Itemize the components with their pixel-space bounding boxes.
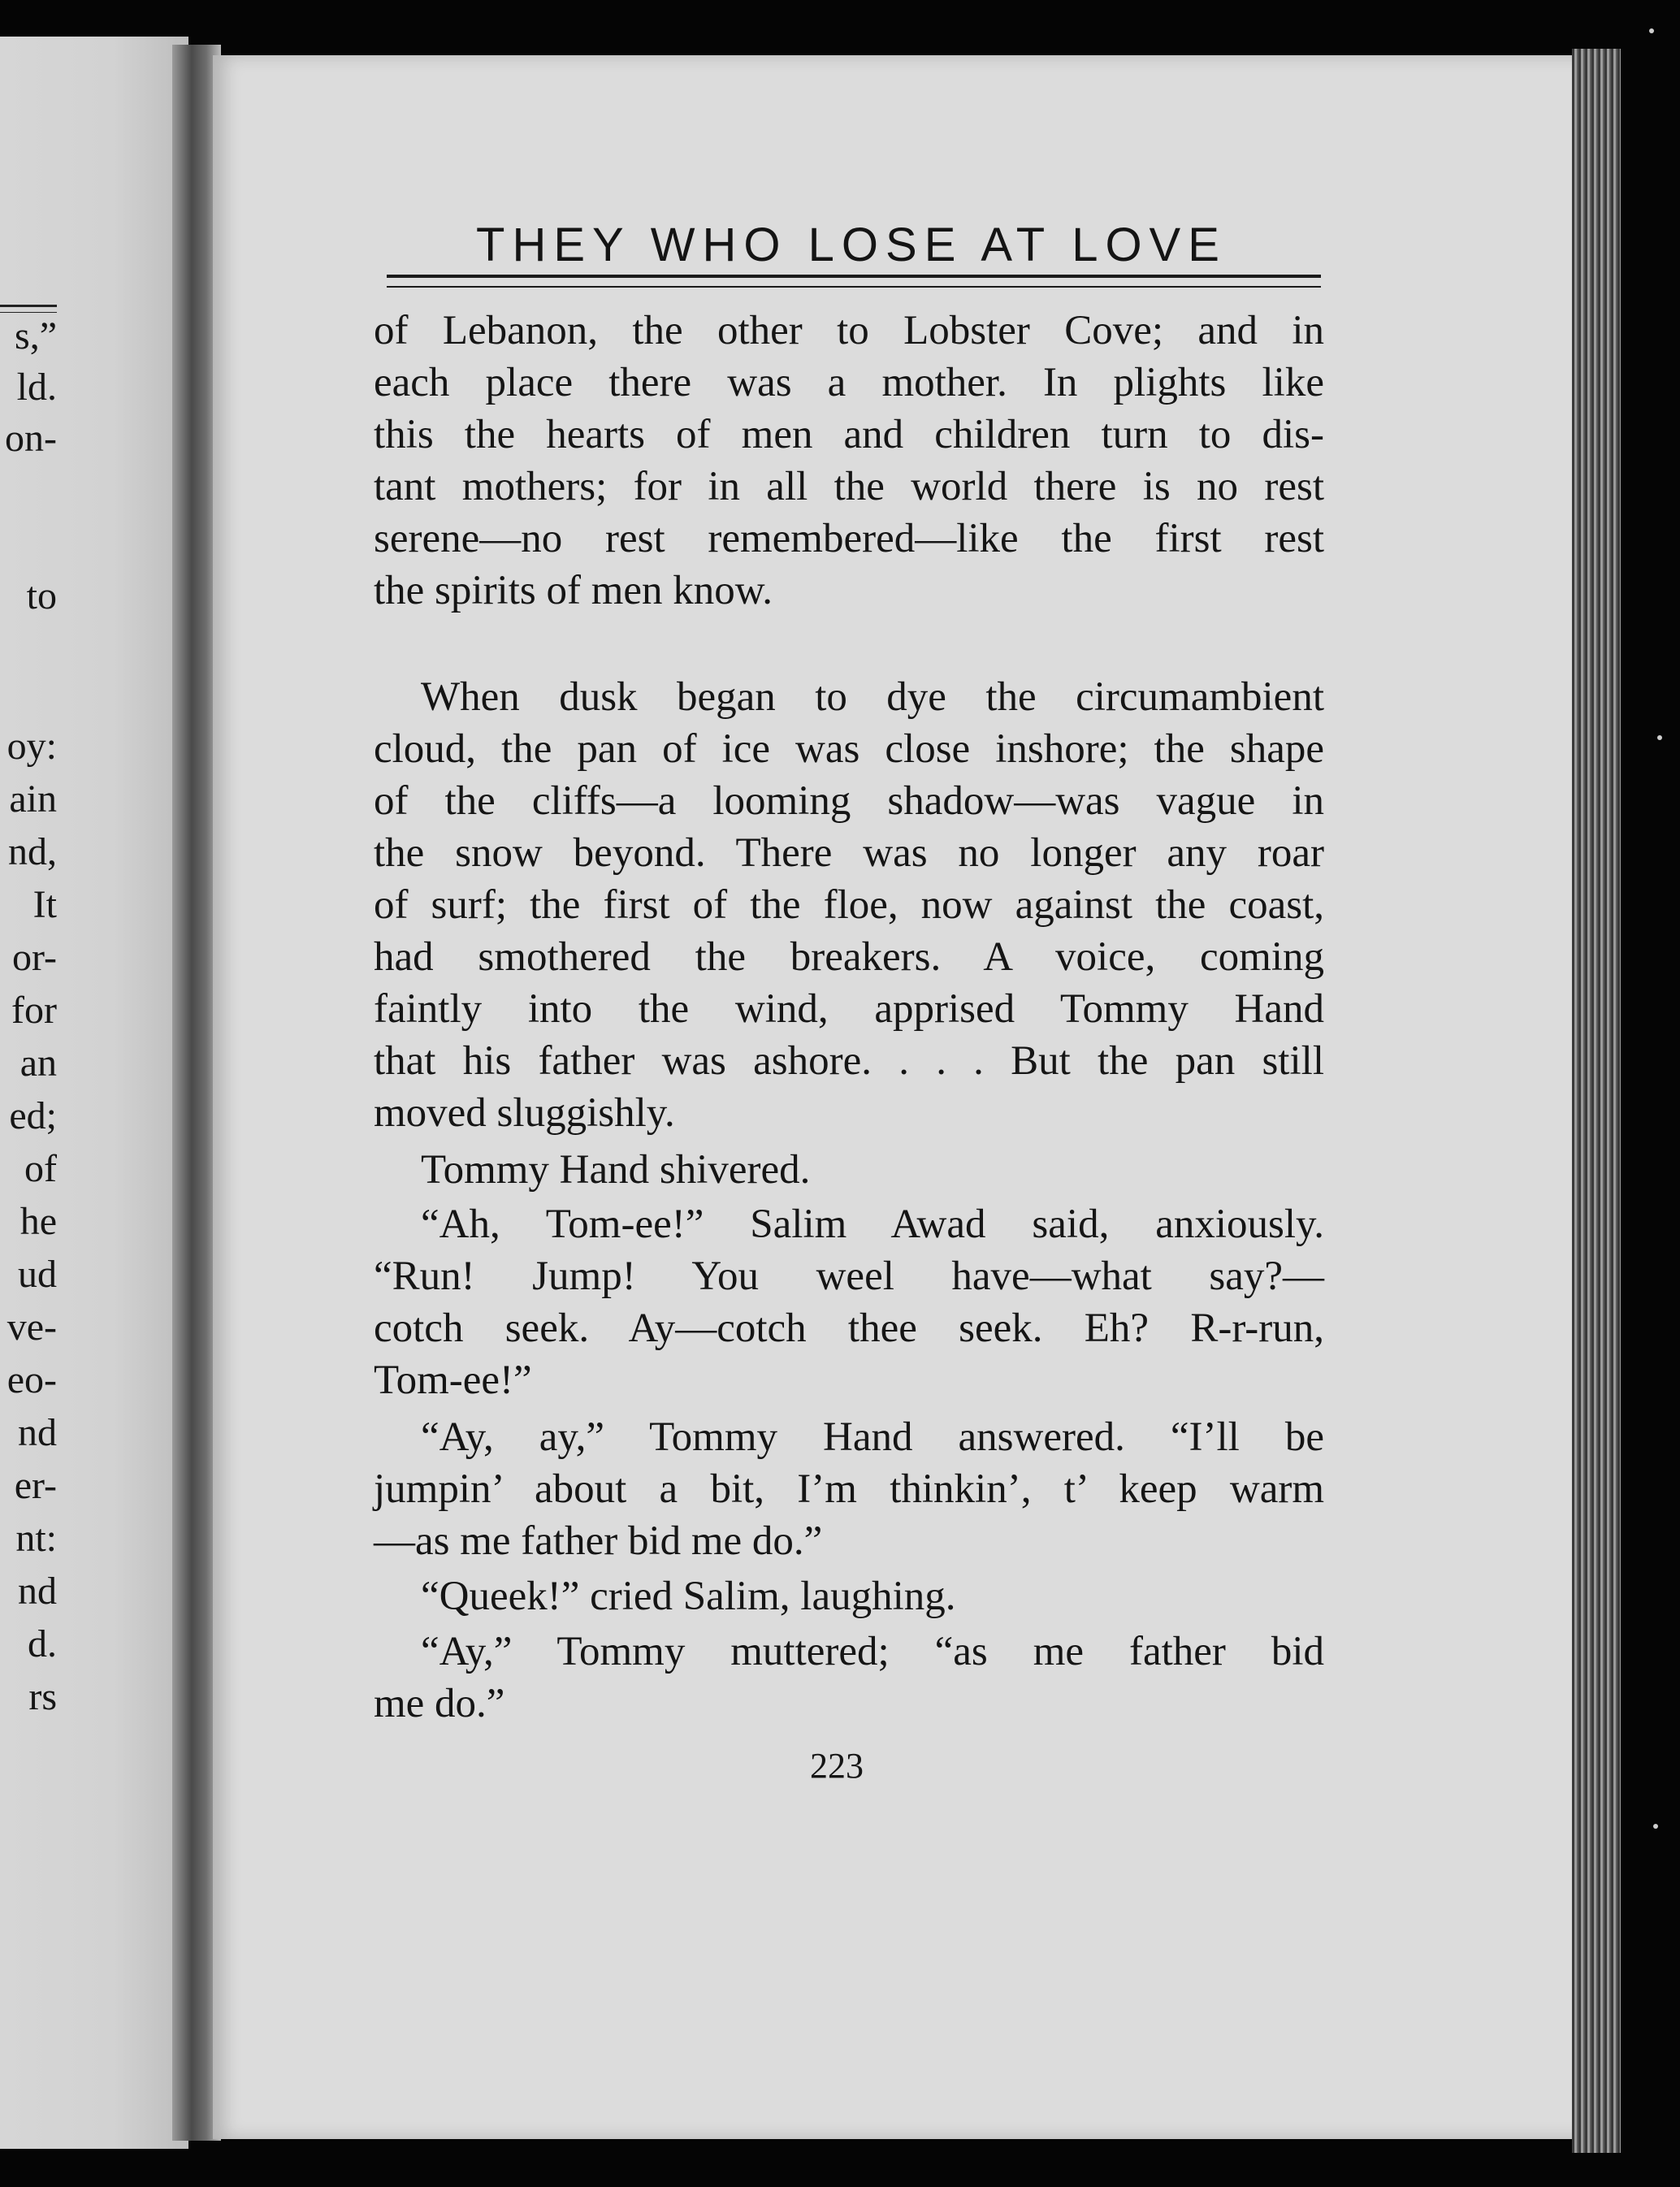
left-page-fragment: nd — [18, 1570, 57, 1613]
left-page-fragment: of — [24, 1147, 57, 1190]
body-text-line: serene—no rest remembered—like the first rest — [374, 516, 1324, 561]
body-text-line: Tom-ee!” — [374, 1358, 532, 1403]
left-page-fragment: for — [11, 989, 57, 1032]
body-text-line: “Run! Jump! You weel have—what say?— — [374, 1254, 1324, 1299]
left-page-fragment: oy: — [6, 725, 57, 768]
header-rule-thick — [387, 275, 1321, 278]
body-text-line: cotch seek. Ay—cotch thee seek. Eh? R-r-run, — [374, 1306, 1324, 1351]
left-page-fragment: on- — [5, 417, 57, 460]
body-text-line: that his father was ashore. . . . But the pan still — [374, 1038, 1324, 1084]
left-page-fragment: nt: — [15, 1517, 57, 1560]
body-text-line: had smothered the breakers. A voice, coming — [374, 934, 1324, 980]
page-number: 223 — [810, 1746, 864, 1786]
left-page-fragment: ve- — [6, 1306, 57, 1349]
left-page-fragment: s,” — [15, 314, 57, 357]
body-text-line: of Lebanon, the other to Lobster Cove; and in — [374, 308, 1324, 353]
left-page-header-rule — [0, 305, 57, 313]
body-text-line: of surf; the first of the floe, now against the coast, — [374, 882, 1324, 928]
body-text-line: “Ah, Tom-ee!” Salim Awad said, anxiously. — [421, 1202, 1324, 1247]
scan-speck — [1657, 735, 1662, 740]
body-text-line: cloud, the pan of ice was close inshore; the shape — [374, 726, 1324, 772]
left-page-fragment: ld. — [16, 366, 57, 409]
body-text-line: tant mothers; for in all the world there is no rest — [374, 464, 1324, 509]
left-page-fragment: ud — [18, 1253, 57, 1296]
header-rule-thin — [387, 286, 1321, 288]
scan-speck — [1653, 1824, 1658, 1829]
left-page-fragment: ed; — [9, 1094, 57, 1137]
body-text-line: —as me father bid me do.” — [374, 1518, 823, 1564]
body-text-line: “Ay,” Tommy muttered; “as me father bid — [421, 1629, 1324, 1674]
left-page-fragment: nd, — [8, 830, 57, 873]
body-text-line: of the cliffs—a looming shadow—was vague in — [374, 778, 1324, 824]
body-text-line: “Ay, ay,” Tommy Hand answered. “I’ll be — [421, 1414, 1324, 1460]
body-text-line: jumpin’ about a bit, I’m thinkin’, t’ keep warm — [374, 1466, 1324, 1512]
left-page-fragment: ain — [9, 777, 57, 821]
page-edges — [1572, 49, 1621, 2153]
body-text-line: “Queek!” cried Salim, laughing. — [421, 1574, 956, 1619]
body-text-line: this the hearts of men and children turn to dis- — [374, 412, 1324, 457]
body-text-line: moved sluggishly. — [374, 1090, 675, 1136]
left-page-fragment: an — [19, 1042, 57, 1085]
body-text-line: each place there was a mother. In plights like — [374, 360, 1324, 405]
left-page-fragment: he — [19, 1200, 57, 1243]
left-page-fragment: d. — [28, 1622, 57, 1665]
left-page-fragment: or- — [11, 936, 57, 979]
body-text-line: the spirits of men know. — [374, 568, 773, 613]
left-page-fragment: It — [32, 883, 57, 926]
left-page-fragment: rs — [28, 1675, 57, 1718]
left-page-fragment: to — [26, 574, 57, 617]
body-text-line: Tommy Hand shivered. — [421, 1147, 811, 1193]
left-page-fragment: er- — [14, 1464, 57, 1507]
body-text-line: the snow beyond. There was no longer any roar — [374, 830, 1324, 876]
left-page-fragment: eo- — [6, 1358, 57, 1401]
scan-speck — [1649, 28, 1654, 33]
left-page-fragment: nd — [18, 1411, 57, 1454]
body-text-line: faintly into the wind, apprised Tommy Hand — [374, 986, 1324, 1032]
body-text-line: When dusk began to dye the circumambient — [421, 674, 1324, 720]
body-text-line: me do.” — [374, 1681, 505, 1726]
running-head: THEY WHO LOSE AT LOVE — [476, 219, 1227, 271]
left-facing-page — [0, 37, 188, 2149]
